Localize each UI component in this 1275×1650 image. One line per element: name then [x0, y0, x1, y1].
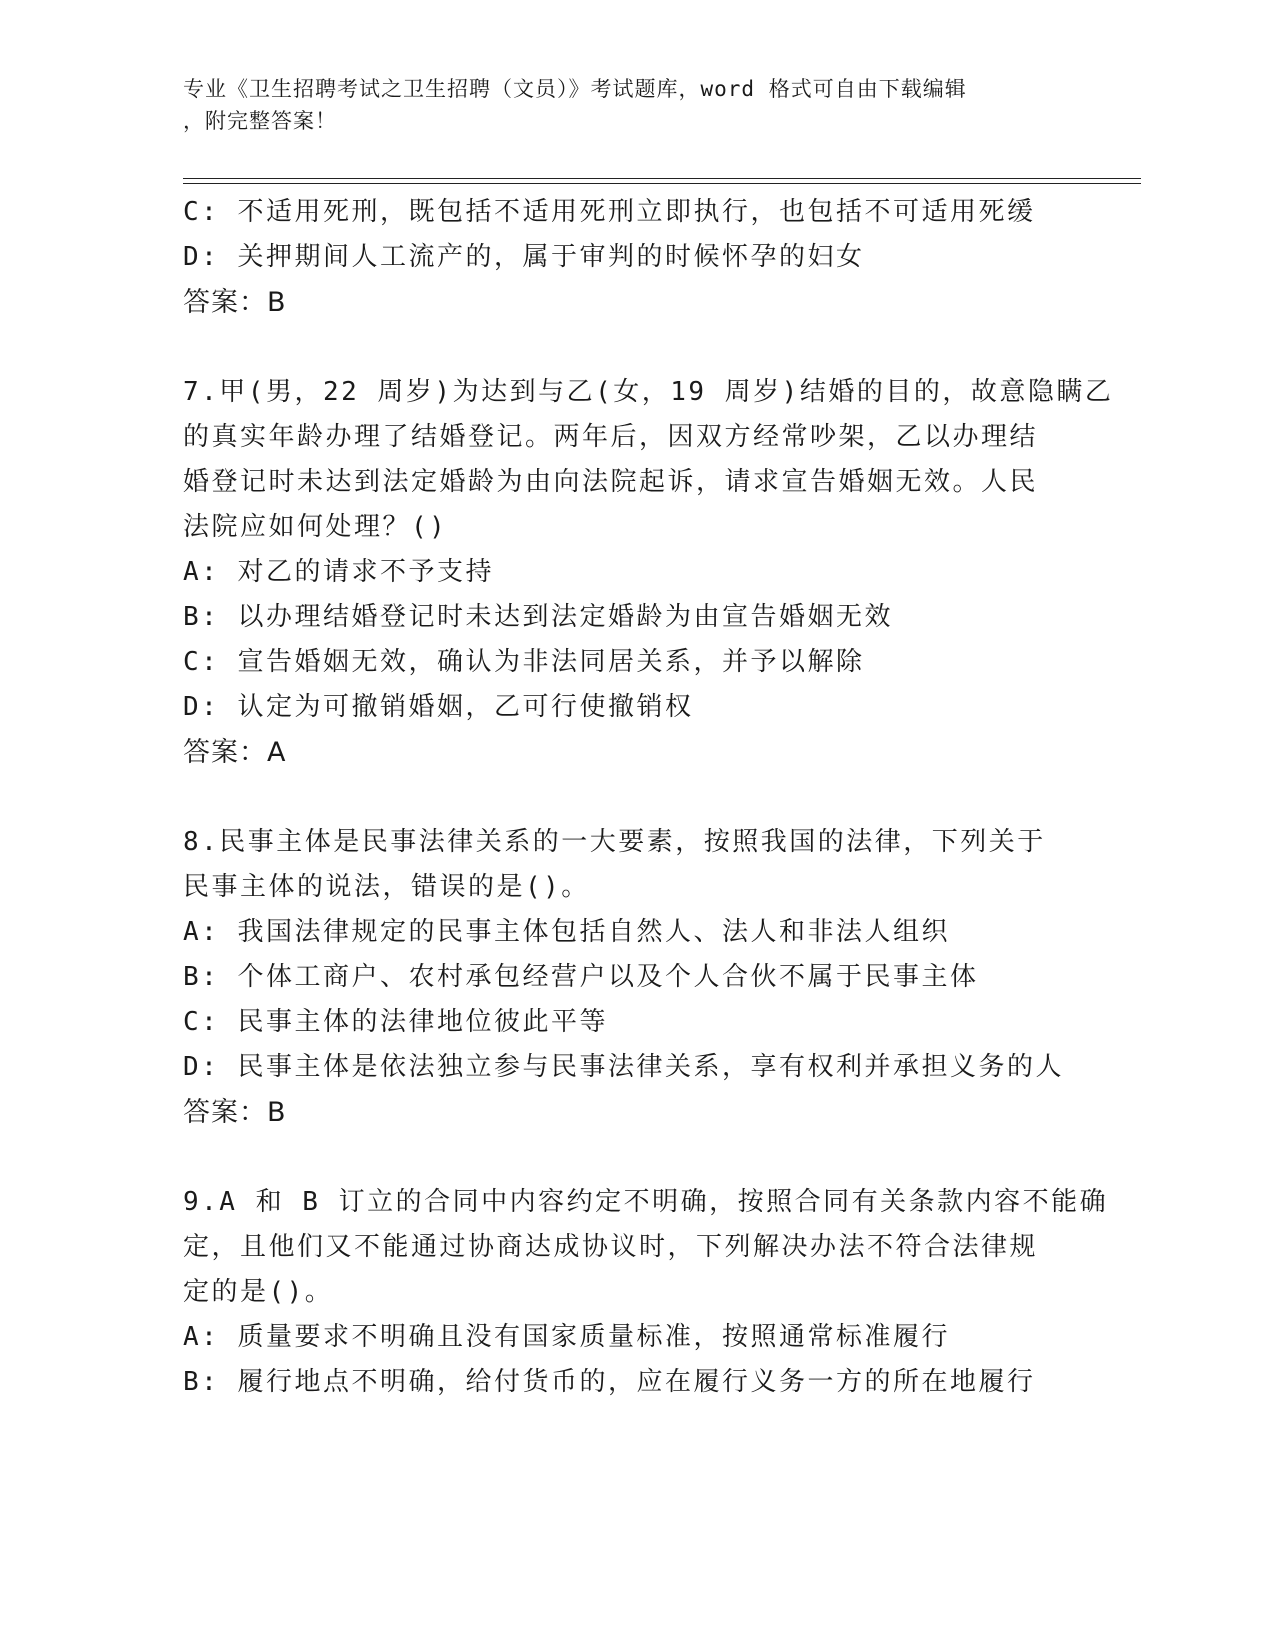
question-list — [183, 190, 1114, 1405]
answer-label: 答案：B — [183, 287, 287, 318]
question-9 — [183, 1180, 1109, 1405]
header-divider-top — [183, 178, 1141, 179]
option-b: B: 以办理结婚登记时未达到法定婚龄为由宣告婚姻无效 — [183, 602, 893, 632]
option-a: A: 我国法律规定的民事主体包括自然人、法人和非法人组织 — [183, 917, 950, 947]
option-a: A: 对乙的请求不予支持 — [183, 557, 494, 587]
header-divider-bottom — [183, 183, 1141, 184]
document-header — [183, 73, 1063, 137]
question-text-line: 9.A 和 B 订立的合同中内容约定不明确，按照合同有关条款内容不能确 — [183, 1187, 1109, 1217]
spacer — [183, 1135, 1083, 1180]
option-a: A: 质量要求不明确且没有国家质量标准，按照通常标准履行 — [183, 1322, 950, 1352]
option-b: B: 个体工商户、农村承包经营户以及个人合伙不属于民事主体 — [183, 962, 979, 992]
spacer — [183, 775, 1083, 820]
option-c: C: 民事主体的法律地位彼此平等 — [183, 1007, 608, 1037]
header-line-2: ，附完整答案！ — [183, 109, 337, 133]
question-8 — [183, 820, 1083, 1135]
answer-label: 答案：B — [183, 1097, 287, 1128]
question-text-line: 7.甲(男，22 周岁)为达到与乙(女，19 周岁)结婚的目的，故意隐瞒乙 — [183, 377, 1114, 407]
question-6-tail — [183, 190, 1083, 325]
spacer — [183, 325, 1083, 370]
header-line-1: 专业《卫生招聘考试之卫生招聘（文员）》考试题库，word 格式可自由下载编辑 — [183, 77, 967, 101]
option-c: C: 宣告婚姻无效，确认为非法同居关系，并予以解除 — [183, 647, 865, 677]
question-text-line: 8.民事主体是民事法律关系的一大要素，按照我国的法律，下列关于 — [183, 827, 1046, 857]
option-d: D: 认定为可撤销婚姻，乙可行使撤销权 — [183, 692, 694, 722]
option-b: B: 履行地点不明确，给付货币的，应在履行义务一方的所在地履行 — [183, 1367, 1036, 1397]
question-7 — [183, 370, 1114, 775]
option-d: D: 民事主体是依法独立参与民事法律关系，享有权利并承担义务的人 — [183, 1052, 1064, 1082]
question-text-line: 民事主体的说法，错误的是()。 — [183, 872, 590, 902]
question-text-line: 的真实年龄办理了结婚登记。两年后，因双方经常吵架，乙以办理结 — [183, 422, 1039, 452]
question-text-line: 法院应如何处理？() — [183, 512, 448, 542]
question-text-line: 定的是()。 — [183, 1277, 334, 1307]
question-text-line: 定，且他们又不能通过协商达成协议时，下列解决办法不符合法律规 — [183, 1232, 1039, 1262]
option-c: C: 不适用死刑，既包括不适用死刑立即执行，也包括不可适用死缓 — [183, 197, 1036, 227]
question-text-line: 婚登记时未达到法定婚龄为由向法院起诉，请求宣告婚姻无效。人民 — [183, 467, 1039, 497]
option-d: D: 关押期间人工流产的，属于审判的时候怀孕的妇女 — [183, 242, 865, 272]
answer-label: 答案：A — [183, 737, 287, 768]
